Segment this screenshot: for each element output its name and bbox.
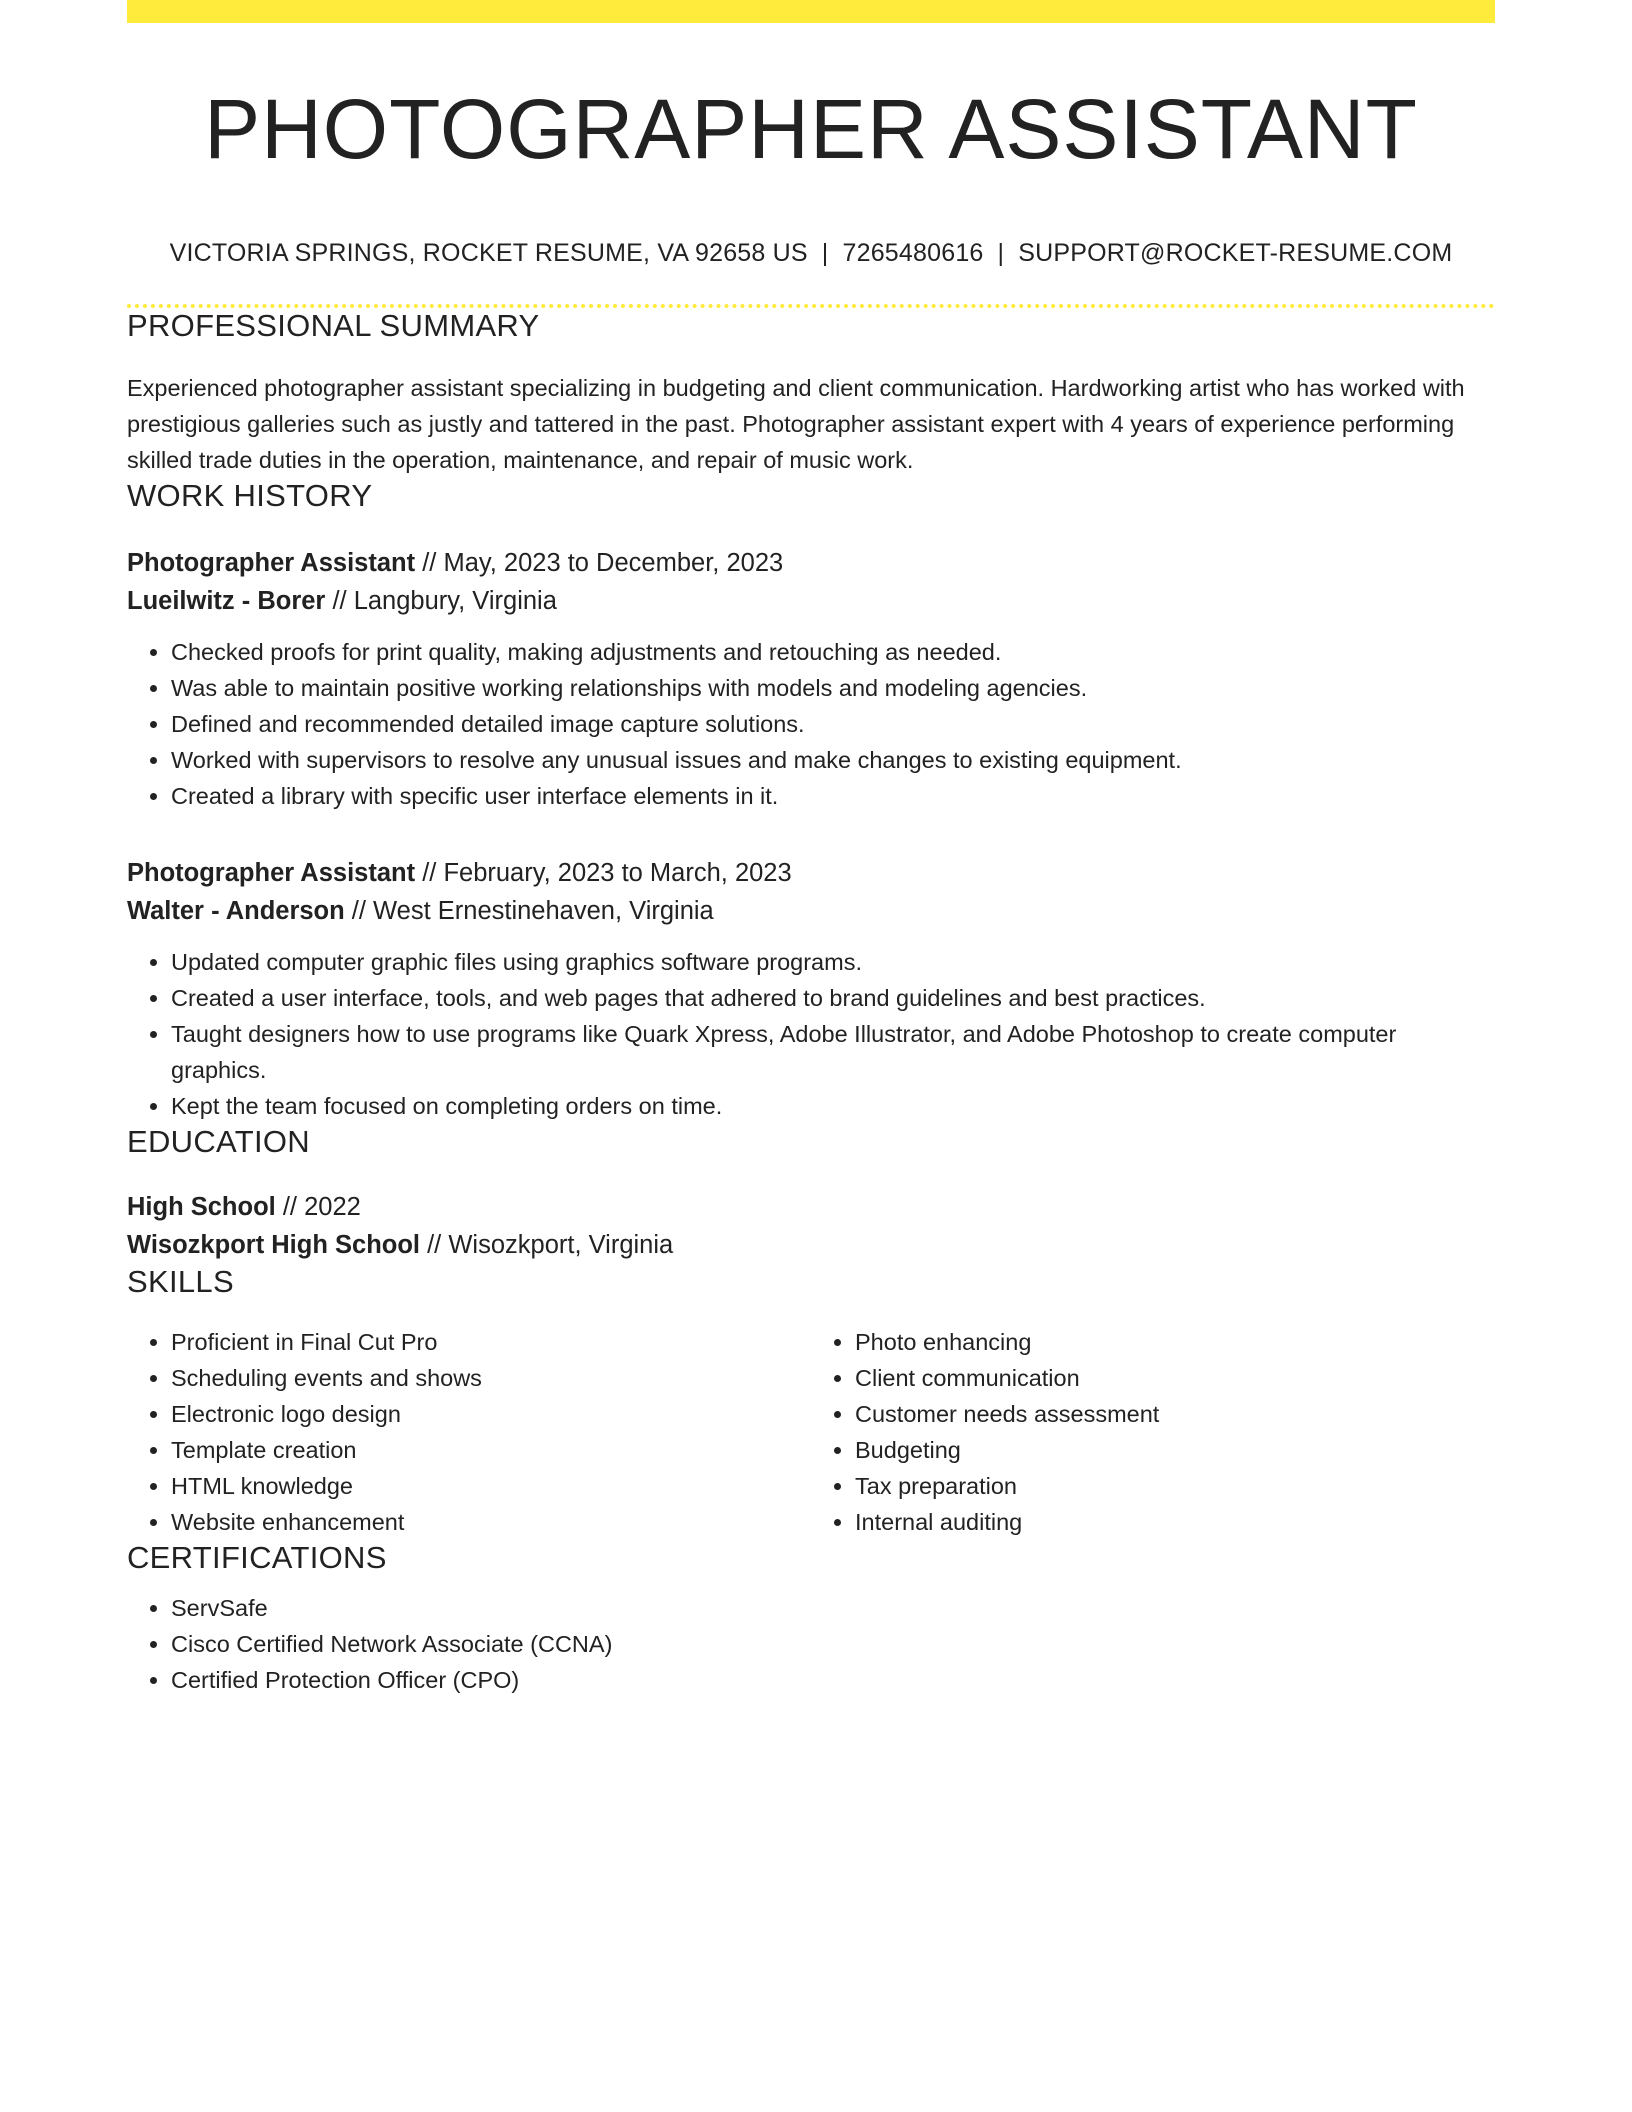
education-location: // Wisozkport, Virginia bbox=[420, 1231, 674, 1260]
list-item: • Created a library with specific user interface elements in it. bbox=[171, 778, 1495, 814]
skills-columns bbox=[127, 1324, 1495, 1540]
education-heading: EDUCATION bbox=[127, 1124, 310, 1160]
summary-heading: PROFESSIONAL SUMMARY bbox=[127, 308, 540, 344]
list-item: • Customer needs assessment bbox=[855, 1396, 1495, 1432]
list-item: • Website enhancement bbox=[171, 1504, 811, 1540]
list-item: • Checked proofs for print quality, making adjustments and retouching as needed. bbox=[171, 634, 1495, 670]
list-item: • Photo enhancing bbox=[855, 1324, 1495, 1360]
job-dates: // February, 2023 to March, 2023 bbox=[415, 859, 792, 888]
list-item: • ServSafe bbox=[171, 1590, 1495, 1626]
certifications-heading: CERTIFICATIONS bbox=[127, 1540, 387, 1576]
contact-phone: 7265480616 bbox=[842, 239, 984, 268]
candidate-name: PHOTOGRAPHER ASSISTANT bbox=[204, 82, 1418, 176]
list-item: • Proficient in Final Cut Pro bbox=[171, 1324, 811, 1360]
job-entry bbox=[127, 854, 1495, 1124]
job-title-line bbox=[127, 544, 1495, 582]
certifications-list bbox=[127, 1590, 1495, 1698]
job-role: Photographer Assistant bbox=[127, 549, 416, 578]
education-school-line bbox=[127, 1226, 1495, 1264]
list-item: • Was able to maintain positive working relationships with models and modeling agencies. bbox=[171, 670, 1495, 706]
list-item: • Defined and recommended detailed image capture solutions. bbox=[171, 706, 1495, 742]
list-item: • Worked with supervisors to resolve any unusual issues and make changes to existing equipment. bbox=[171, 742, 1495, 778]
list-item: • Updated computer graphic files using graphics software programs. bbox=[171, 944, 1495, 980]
contact-separator: | bbox=[821, 239, 829, 268]
list-item: • HTML knowledge bbox=[171, 1468, 811, 1504]
resume-page bbox=[127, 0, 1495, 1698]
list-item: • Kept the team focused on completing orders on time. bbox=[171, 1088, 1495, 1124]
skills-heading: SKILLS bbox=[127, 1264, 234, 1300]
list-item: • Created a user interface, tools, and web pages that adhered to brand guidelines and best practices. bbox=[171, 980, 1495, 1016]
accent-bar bbox=[127, 0, 1495, 23]
list-item: • Template creation bbox=[171, 1432, 811, 1468]
education-school: Wisozkport High School bbox=[127, 1231, 421, 1260]
education-degree: High School bbox=[127, 1193, 276, 1222]
list-item: • Tax preparation bbox=[855, 1468, 1495, 1504]
job-title-line bbox=[127, 854, 1495, 892]
list-item: • Client communication bbox=[855, 1360, 1495, 1396]
summary-text: Experienced photographer assistant specializing in budgeting and client communication. Hardworking artist who has worked with prestigious galleries such as justly and tattered in the past. Photographer assistant expert with 4 years of experience performing skilled trade duties in the operation, maintenance, and repair of music work. bbox=[127, 375, 1465, 474]
job-company-line bbox=[127, 582, 1495, 620]
education-year: // 2022 bbox=[275, 1193, 361, 1222]
list-item: • Electronic logo design bbox=[171, 1396, 811, 1432]
job-company-line bbox=[127, 892, 1495, 930]
job-bullets bbox=[127, 944, 1495, 1124]
job-entry bbox=[127, 544, 1495, 814]
contact-separator: | bbox=[997, 239, 1005, 268]
contact-email: SUPPORT@ROCKET-RESUME.COM bbox=[1018, 239, 1453, 268]
job-role: Photographer Assistant bbox=[127, 859, 416, 888]
work-history-heading: WORK HISTORY bbox=[127, 478, 373, 514]
list-item: • Budgeting bbox=[855, 1432, 1495, 1468]
job-location: // West Ernestinehaven, Virginia bbox=[344, 897, 714, 926]
job-company: Lueilwitz - Borer bbox=[127, 587, 326, 616]
job-dates: // May, 2023 to December, 2023 bbox=[415, 549, 784, 578]
job-location: // Langbury, Virginia bbox=[325, 587, 557, 616]
list-item: • Taught designers how to use programs like Quark Xpress, Adobe Illustrator, and Adobe Photoshop to create computer graphics. bbox=[171, 1016, 1495, 1088]
contact-address: VICTORIA SPRINGS, ROCKET RESUME, VA 92658 US bbox=[169, 239, 808, 268]
job-company: Walter - Anderson bbox=[127, 897, 345, 926]
list-item: • Cisco Certified Network Associate (CCNA) bbox=[171, 1626, 1495, 1662]
contact-line bbox=[127, 239, 1495, 268]
job-bullets bbox=[127, 634, 1495, 814]
list-item: • Scheduling events and shows bbox=[171, 1360, 811, 1396]
list-item: • Certified Protection Officer (CPO) bbox=[171, 1662, 1495, 1698]
skills-list-right bbox=[811, 1324, 1495, 1540]
education-entry bbox=[127, 1188, 1495, 1264]
list-item: • Internal auditing bbox=[855, 1504, 1495, 1540]
education-degree-line bbox=[127, 1188, 1495, 1226]
skills-list-left bbox=[127, 1324, 811, 1540]
